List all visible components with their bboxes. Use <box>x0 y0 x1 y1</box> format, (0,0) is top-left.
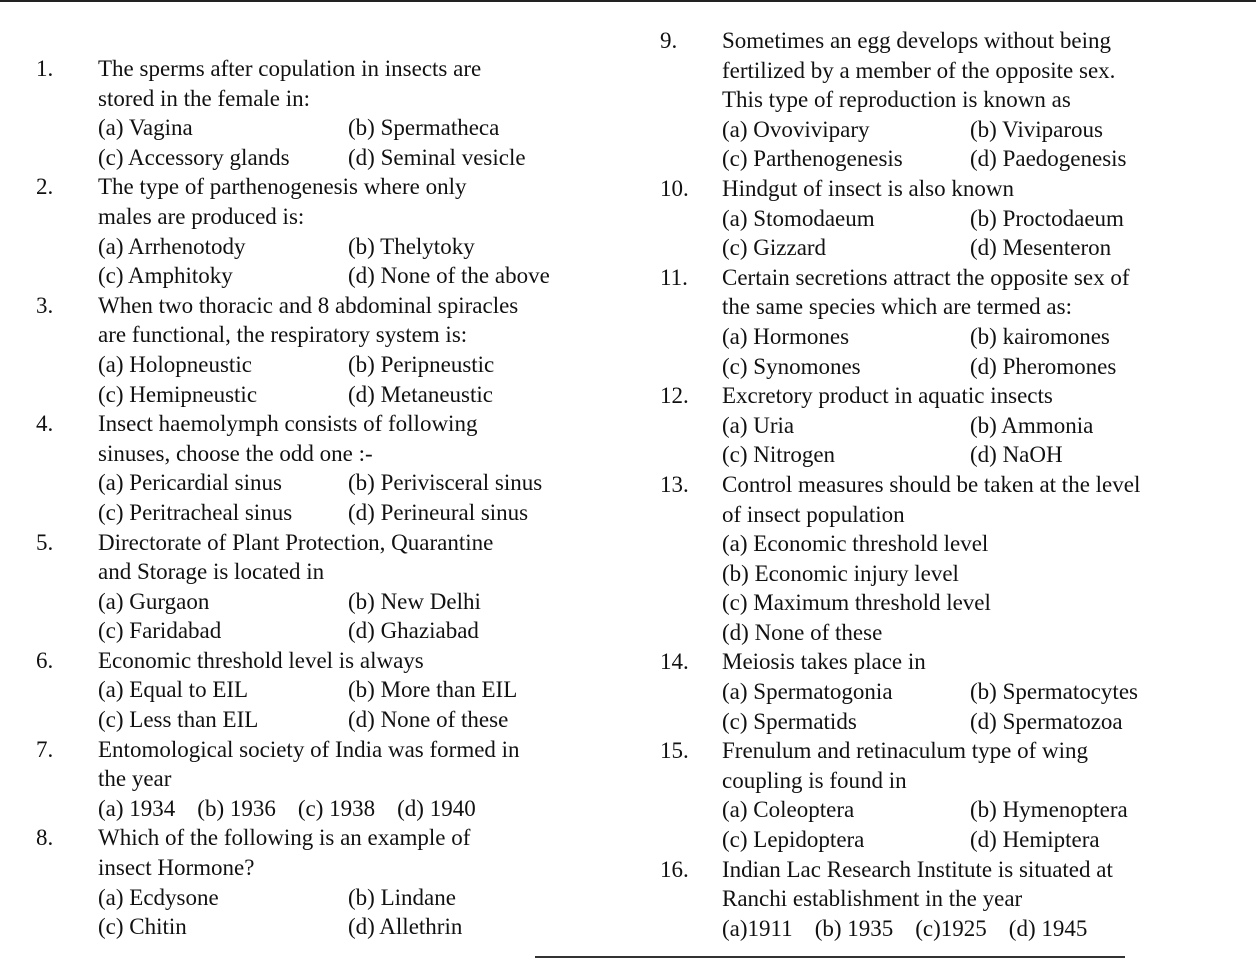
answer-option: (d) Mesenteron <box>970 235 1112 261</box>
option-row <box>722 440 1220 470</box>
answer-option: (b) More than EIL <box>348 677 518 703</box>
question-body <box>722 470 1220 648</box>
question-item <box>36 528 596 646</box>
answer-option: (d) None of the above <box>348 263 550 289</box>
option-row <box>98 883 596 913</box>
question-number: 2. <box>36 174 54 200</box>
question-body <box>98 409 596 527</box>
answer-option: (a) Vagina <box>98 115 193 141</box>
option-row <box>98 143 596 173</box>
answer-option: (c) Parthenogenesis <box>722 146 903 172</box>
answer-option: (c) Hemipneustic <box>98 381 258 407</box>
answer-option: (b) Spermatocytes <box>970 679 1138 705</box>
question-body <box>98 291 596 409</box>
question-item <box>660 174 1220 263</box>
question-text-line: Sometimes an egg develops without being <box>722 28 1112 53</box>
answer-option: (d) Hemiptera <box>970 827 1100 853</box>
question-text-line: (d) None of these <box>722 619 883 645</box>
question-text-line: (a) Economic threshold level <box>722 531 989 557</box>
answer-option: (a) 1934 <box>98 795 176 821</box>
question-text-line: insect Hormone? <box>98 855 255 881</box>
question-text-line: Ranchi establishment in the year <box>722 886 1023 912</box>
question-number: 5. <box>36 529 54 555</box>
question-text-line: males are produced is: <box>98 203 305 229</box>
question-body <box>722 26 1220 174</box>
question-number: 6. <box>36 647 54 673</box>
answer-option: (c) Synomones <box>722 353 861 379</box>
answer-option: (c) Chitin <box>98 914 187 940</box>
question-body <box>722 381 1220 470</box>
answer-option: (c) 1938 <box>297 795 376 821</box>
question-text-line: coupling is found in <box>722 767 907 793</box>
answer-option: (b) Proctodaeum <box>970 205 1124 231</box>
answer-option: (b) 1935 <box>814 915 894 941</box>
question-item <box>660 263 1220 381</box>
right-question-column <box>660 26 1220 943</box>
question-item <box>36 54 596 172</box>
answer-option: (a) Pericardial sinus <box>98 470 282 496</box>
question-text-line: (c) Maximum threshold level <box>722 590 991 616</box>
question-text-line: (b) Economic injury level <box>722 560 959 586</box>
answer-option: (c) Gizzard <box>722 235 827 261</box>
option-row <box>98 113 596 143</box>
question-number: 9. <box>660 28 678 53</box>
answer-option: (b) Hymenoptera <box>970 797 1128 823</box>
question-number: 13. <box>660 471 689 497</box>
question-text-line: Frenulum and retinaculum type of wing <box>722 738 1089 764</box>
question-body <box>98 823 596 941</box>
answer-option: (c) Nitrogen <box>722 442 836 468</box>
question-text-line: Entomological society of India was formed in <box>98 736 520 762</box>
question-text-line: Excretory product in aquatic insects <box>722 383 1053 409</box>
question-number: 10. <box>660 175 689 201</box>
answer-option: (b) Ammonia <box>970 412 1094 438</box>
answer-option: (d) Pheromones <box>970 353 1117 379</box>
option-row <box>722 795 1220 825</box>
question-body <box>722 174 1220 263</box>
question-text-line: Control measures should be taken at the level <box>722 471 1141 497</box>
option-row <box>722 144 1220 174</box>
option-row <box>98 912 596 942</box>
question-text-line: Certain secretions attract the opposite sex of <box>722 264 1130 290</box>
answer-option: (b) New Delhi <box>348 588 481 614</box>
question-item <box>660 736 1220 854</box>
question-body <box>722 736 1220 854</box>
question-item <box>36 823 596 941</box>
question-body <box>98 54 596 172</box>
question-text-line: Economic threshold level is always <box>98 647 424 673</box>
answer-option: (c) Amphitoky <box>98 263 233 289</box>
question-text-line: Directorate of Plant Protection, Quarantine <box>98 529 494 555</box>
question-text-line: the same species which are termed as: <box>722 294 1072 320</box>
answer-option: (c)1925 <box>915 915 987 941</box>
answer-option: (b) Thelytoky <box>348 233 475 259</box>
question-text-line: fertilized by a member of the opposite sex. <box>722 57 1116 83</box>
option-row <box>722 352 1220 382</box>
option-row <box>98 616 596 646</box>
question-text-line: and Storage is located in <box>98 559 325 585</box>
answer-option: (a) Uria <box>722 412 795 438</box>
question-number: 7. <box>36 736 54 762</box>
answer-option: (b) Peripneustic <box>348 351 495 377</box>
question-text-line: sinuses, choose the odd one :- <box>98 440 373 466</box>
question-number: 16. <box>660 856 689 882</box>
question-text-line: The type of parthenogenesis where only <box>98 174 467 200</box>
answer-option: (c) Faridabad <box>98 618 222 644</box>
question-body <box>98 528 596 646</box>
option-row <box>98 675 596 705</box>
option-row <box>98 468 596 498</box>
option-row <box>98 380 596 410</box>
question-item <box>660 470 1220 648</box>
answer-option: (b) Viviparous <box>970 116 1103 142</box>
question-text-line: Hindgut of insect is also known <box>722 175 1014 201</box>
answer-option: (c) Lepidoptera <box>722 827 865 853</box>
question-item <box>660 647 1220 736</box>
option-row <box>98 232 596 262</box>
question-text-line: Insect haemolymph consists of following <box>98 411 478 437</box>
option-row <box>98 261 596 291</box>
answer-option: (c) Accessory glands <box>98 144 290 170</box>
answer-option: (a) Ovovivipary <box>722 116 870 142</box>
answer-option: (a) Hormones <box>722 323 850 349</box>
question-body <box>98 172 596 290</box>
answer-option: (a) Spermatogonia <box>722 679 893 705</box>
question-item <box>36 735 596 824</box>
question-body <box>98 735 596 824</box>
option-row <box>98 705 596 735</box>
question-text-line: The sperms after copulation in insects are <box>98 56 482 81</box>
question-text-line: Indian Lac Research Institute is situated at <box>722 856 1113 882</box>
answer-option: (d) Allethrin <box>348 914 463 940</box>
answer-option: (b) 1936 <box>197 795 276 821</box>
option-row <box>722 233 1220 263</box>
question-text-line: the year <box>98 766 172 792</box>
question-number: 4. <box>36 411 54 437</box>
question-text-line: are functional, the respiratory system is: <box>98 322 468 348</box>
answer-option: (a) Gurgaon <box>98 588 210 614</box>
answer-option: (a)1911 <box>722 915 793 941</box>
question-body <box>722 855 1220 944</box>
answer-option: (c) Spermatids <box>722 708 857 734</box>
question-item <box>36 291 596 409</box>
answer-option: (d) Ghaziabad <box>348 618 479 644</box>
question-number: 11. <box>660 264 688 290</box>
answer-option: (a) Ecdysone <box>98 884 219 910</box>
answer-option: (c) Peritracheal sinus <box>98 499 293 525</box>
question-text-line: stored in the female in: <box>98 85 311 111</box>
question-item <box>36 172 596 290</box>
answer-option: (b) Lindane <box>348 884 456 910</box>
answer-option: (d) 1940 <box>397 795 476 821</box>
answer-option: (a) Coleoptera <box>722 797 855 823</box>
answer-option: (b) Spermatheca <box>348 115 500 141</box>
answer-option: (a) Arrhenotody <box>98 233 246 259</box>
answer-option: (d) Seminal vesicle <box>348 144 526 170</box>
option-row <box>98 794 596 824</box>
question-item <box>36 646 596 735</box>
option-row <box>98 498 596 528</box>
question-body <box>722 263 1220 381</box>
question-body <box>98 646 596 735</box>
question-body <box>722 647 1220 736</box>
answer-option: (d) 1945 <box>1008 915 1088 941</box>
question-text-line: of insect population <box>722 501 905 527</box>
question-number: 8. <box>36 825 54 851</box>
option-row <box>722 677 1220 707</box>
answer-option: (d) Paedogenesis <box>970 146 1127 172</box>
option-row <box>722 204 1220 234</box>
question-text-line: When two thoracic and 8 abdominal spiracles <box>98 292 519 318</box>
question-text-line: This type of reproduction is known as <box>722 87 1071 113</box>
option-row <box>722 115 1220 145</box>
answer-option: (d) Perineural sinus <box>348 499 529 525</box>
option-row <box>722 707 1220 737</box>
answer-option: (a) Holopneustic <box>98 351 252 377</box>
answer-option: (a) Stomodaeum <box>722 205 875 231</box>
option-row <box>722 914 1220 944</box>
question-text-line: Meiosis takes place in <box>722 649 926 675</box>
answer-option: (c) Less than EIL <box>98 707 259 733</box>
top-rule <box>0 0 1256 2</box>
answer-option: (b) Perivisceral sinus <box>348 470 543 496</box>
question-item <box>660 381 1220 470</box>
answer-option: (d) Metaneustic <box>348 381 493 407</box>
option-row <box>722 825 1220 855</box>
question-text-line: Which of the following is an example of <box>98 825 471 851</box>
option-row <box>722 322 1220 352</box>
question-number: 1. <box>36 56 54 81</box>
option-row <box>98 350 596 380</box>
question-item <box>36 409 596 527</box>
left-question-column <box>36 54 596 942</box>
answer-option: (d) NaOH <box>970 442 1063 468</box>
option-row <box>98 587 596 617</box>
question-item <box>660 26 1220 174</box>
question-number: 3. <box>36 292 54 318</box>
bottom-rule <box>535 956 1125 958</box>
question-number: 12. <box>660 383 689 409</box>
option-row <box>722 411 1220 441</box>
question-number: 15. <box>660 738 689 764</box>
answer-option: (d) None of these <box>348 707 509 733</box>
answer-option: (d) Spermatozoa <box>970 708 1123 734</box>
question-item <box>660 855 1220 944</box>
question-number: 14. <box>660 649 689 675</box>
answer-option: (b) kairomones <box>970 323 1110 349</box>
answer-option: (a) Equal to EIL <box>98 677 249 703</box>
